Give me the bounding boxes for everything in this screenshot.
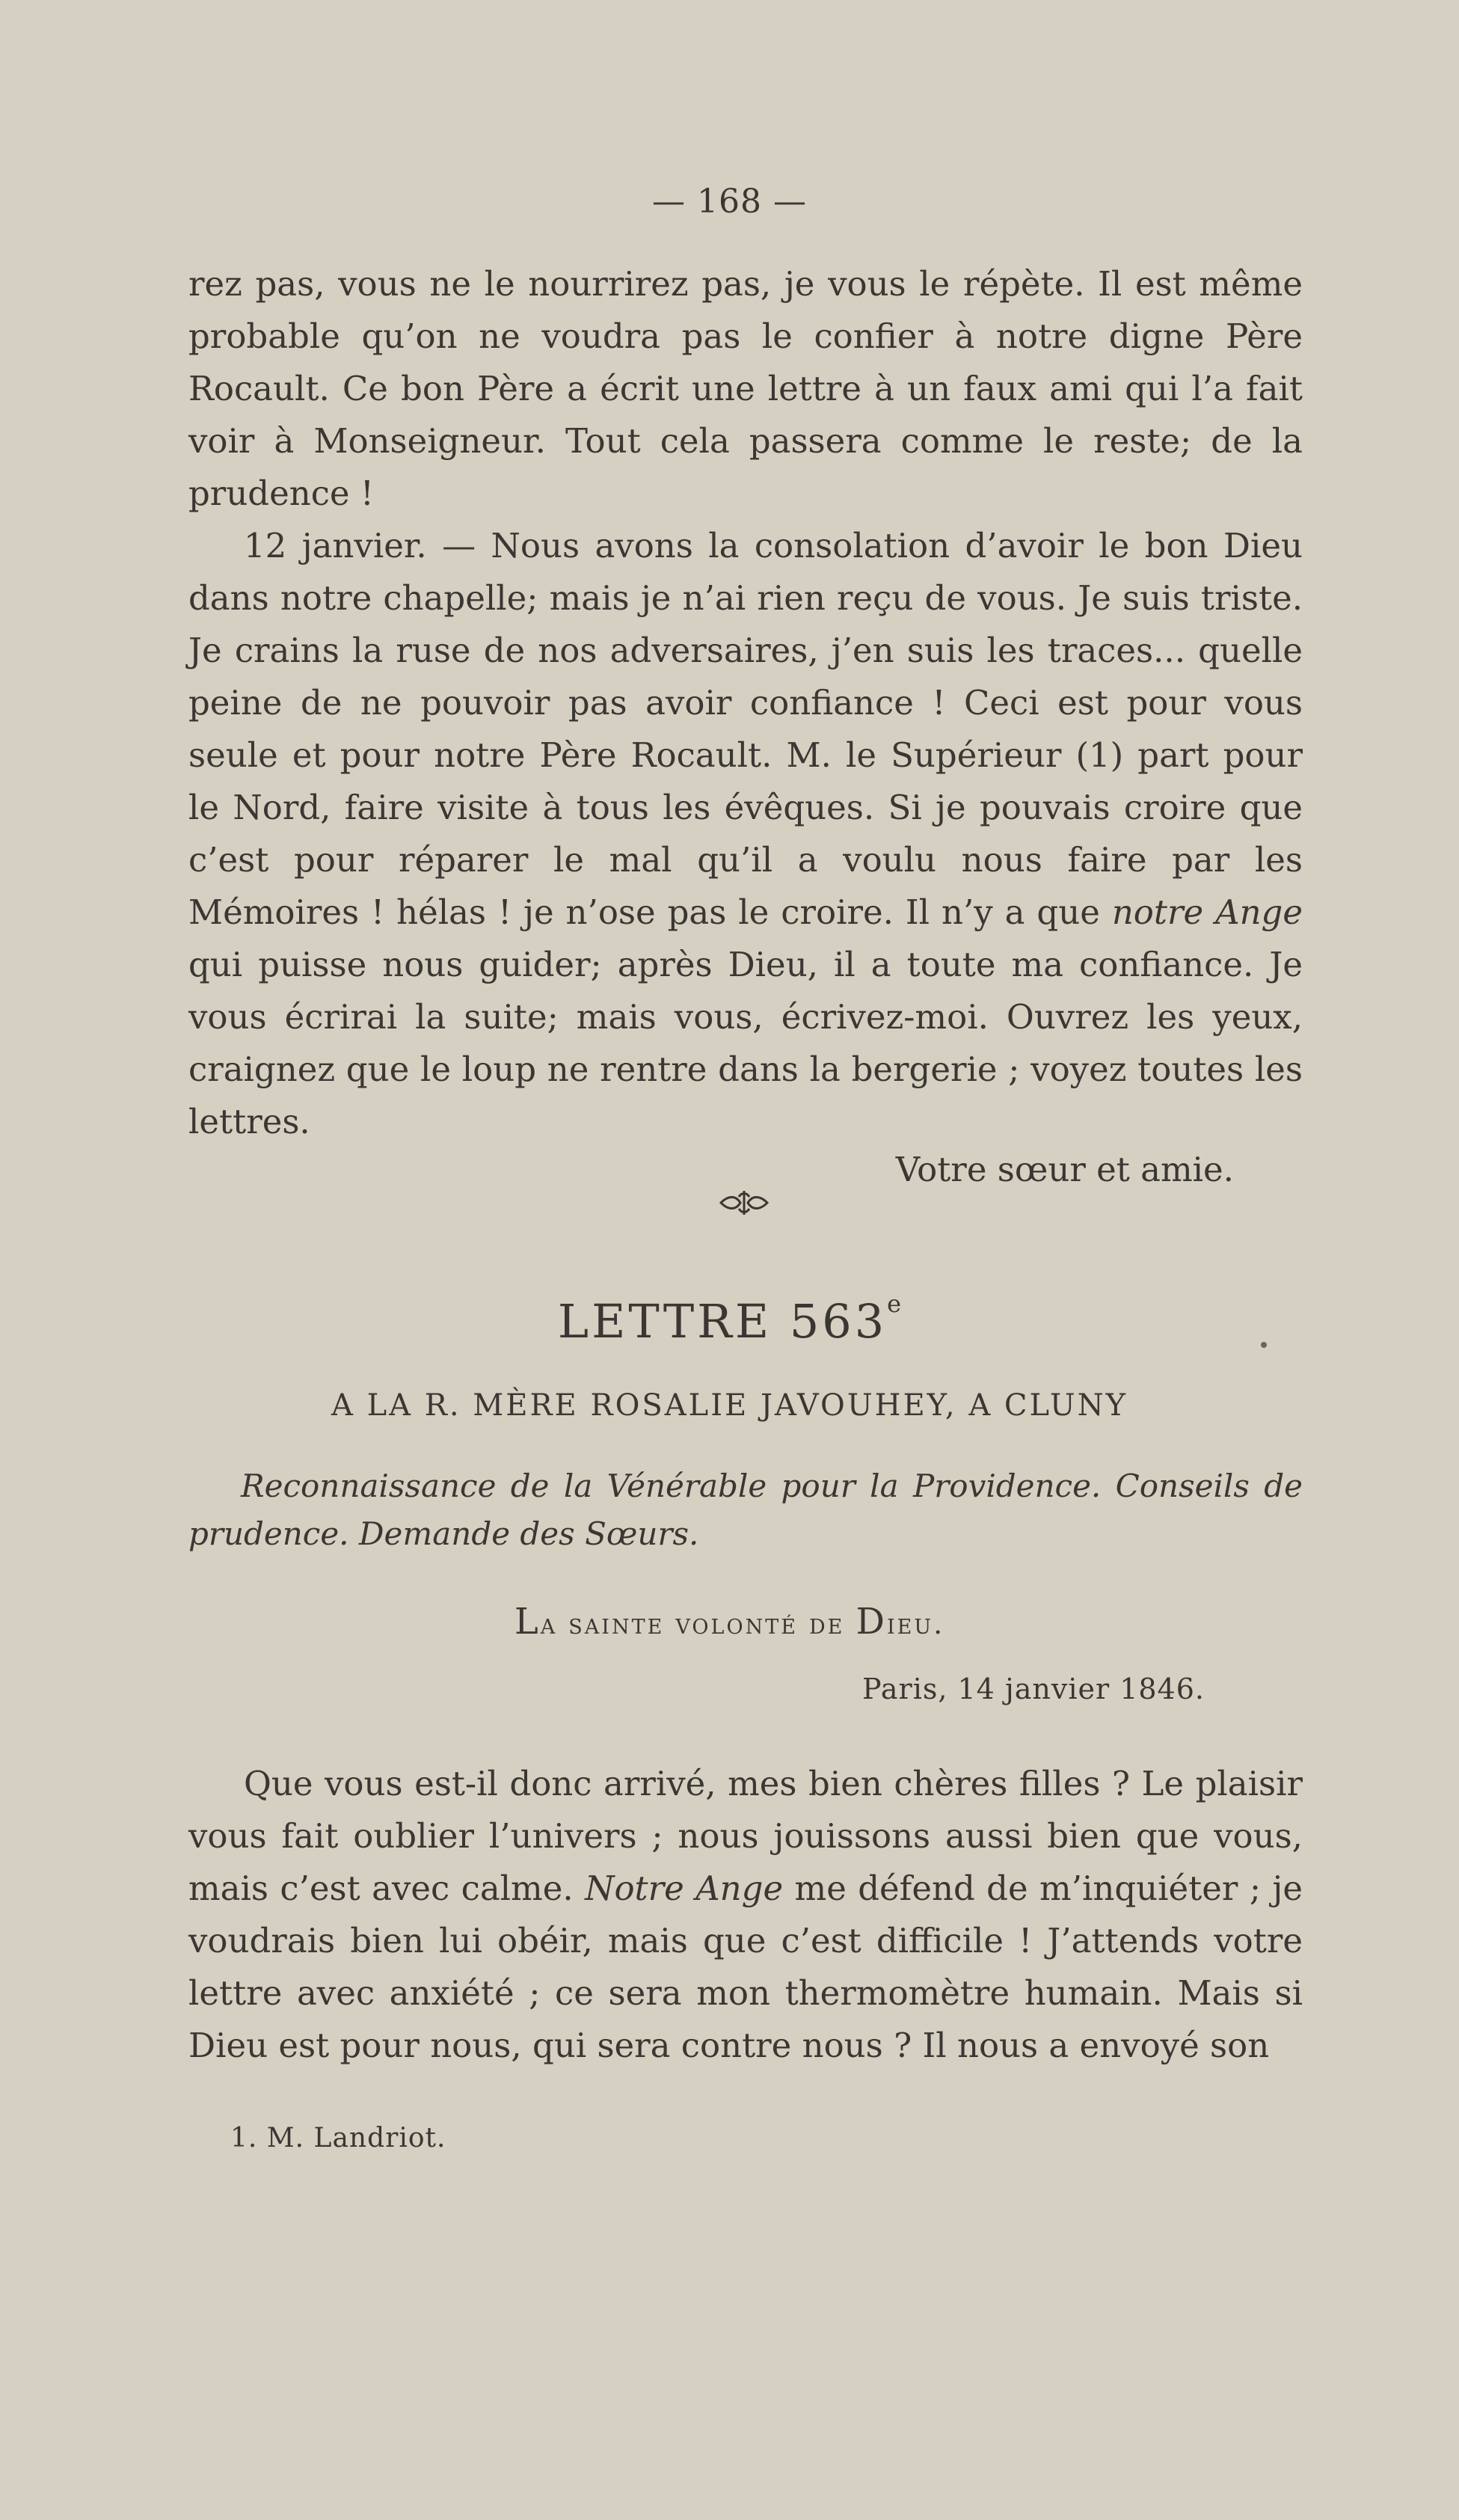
motto-end: ieu. (886, 1607, 945, 1640)
fleuron-ornament-icon (718, 1188, 770, 1218)
letter-dateline: Paris, 14 janvier 1846. (862, 1673, 1205, 1705)
letter-body (188, 1758, 1303, 2072)
continuation-text (188, 258, 1303, 1196)
motto-middle: a sainte volonté de (540, 1607, 856, 1640)
letter-paragraph (188, 1758, 1303, 2072)
paragraph-12-janvier-end: qui puisse nous guider; après Dieu, il a toute ma confiance. Je vous écrirai la suite; mais vous, écrivez-moi. Ouvrez les yeux, craignez que le loup ne rentre dans la bergerie ; voyez toutes les lettres. (188, 945, 1303, 1141)
letter-motto (0, 1601, 1459, 1643)
letter-body-start: Que vous est-il donc arrivé, mes bien chères filles ? Le plaisir vous fait oublier l’univers ; nous jouissons aussi bien que vous, mais c’est avec calme. (188, 1764, 1303, 1908)
letter-body-end: me défend de m’inquiéter ; je voudrais bien lui obéir, mais que c’est difficile ! J’attends votre lettre avec anxiété ; ce sera mon thermomètre humain. Mais si Dieu est pour nous, qui sera contre nous ? Il nous a envoyé son (188, 1868, 1303, 2065)
footnote: 1. M. Landriot. (230, 2123, 446, 2153)
paragraph-continued: rez pas, vous ne le nourrirez pas, je vous le répète. Il est même probable qu’on ne voudra pas le confier à notre digne Père Rocault. Ce bon Père a écrit une lettre à un faux ami qui l’a fait voir à Monseigneur. Tout cela passera comme le reste; de la prudence ! (188, 264, 1303, 513)
print-speck (1261, 1342, 1267, 1348)
letter-summary: Reconnaissance de la Vénérable pour la Providence. Conseils de prudence. Demande des Sœurs. (188, 1468, 1303, 1552)
motto-initial-l: L (514, 1601, 541, 1643)
letter-heading (0, 1290, 1459, 1349)
letter-addressee: A LA R. MÈRE ROSALIE JAVOUHEY, A CLUNY (331, 1388, 1128, 1423)
signature: Votre sœur et amie. (895, 1150, 1234, 1189)
paragraph-12-janvier (188, 520, 1303, 1148)
italic-notre-ange: notre Ange (1111, 892, 1303, 932)
letter-heading-text: LETTRE 563 (557, 1294, 888, 1349)
page-number: — 168 — (652, 183, 807, 221)
italic-notre-ange-2: Notre Ange (585, 1868, 784, 1908)
letter-heading-sup: e (887, 1290, 902, 1318)
motto-initial-d: D (856, 1601, 887, 1643)
paragraph-12-janvier-start: 12 janvier. — Nous avons la consolation d’avoir le bon Dieu dans notre chapelle; mais je n’ai rien reçu de vous. Je suis triste. Je crains la ruse de nos adversaires, j’en suis les traces... quelle peine de ne pouvoir pas avoir confiance ! Ceci est pour vous seule et pour notre Père Rocault. M. le Supérieur (1) part pour le Nord, faire visite à tous les évêques. Si je pouvais croire que c’est pour réparer le mal qu’il a voulu nous faire par les Mémoires ! hélas ! je n’ose pas le croire. Il n’y a que (188, 526, 1303, 932)
